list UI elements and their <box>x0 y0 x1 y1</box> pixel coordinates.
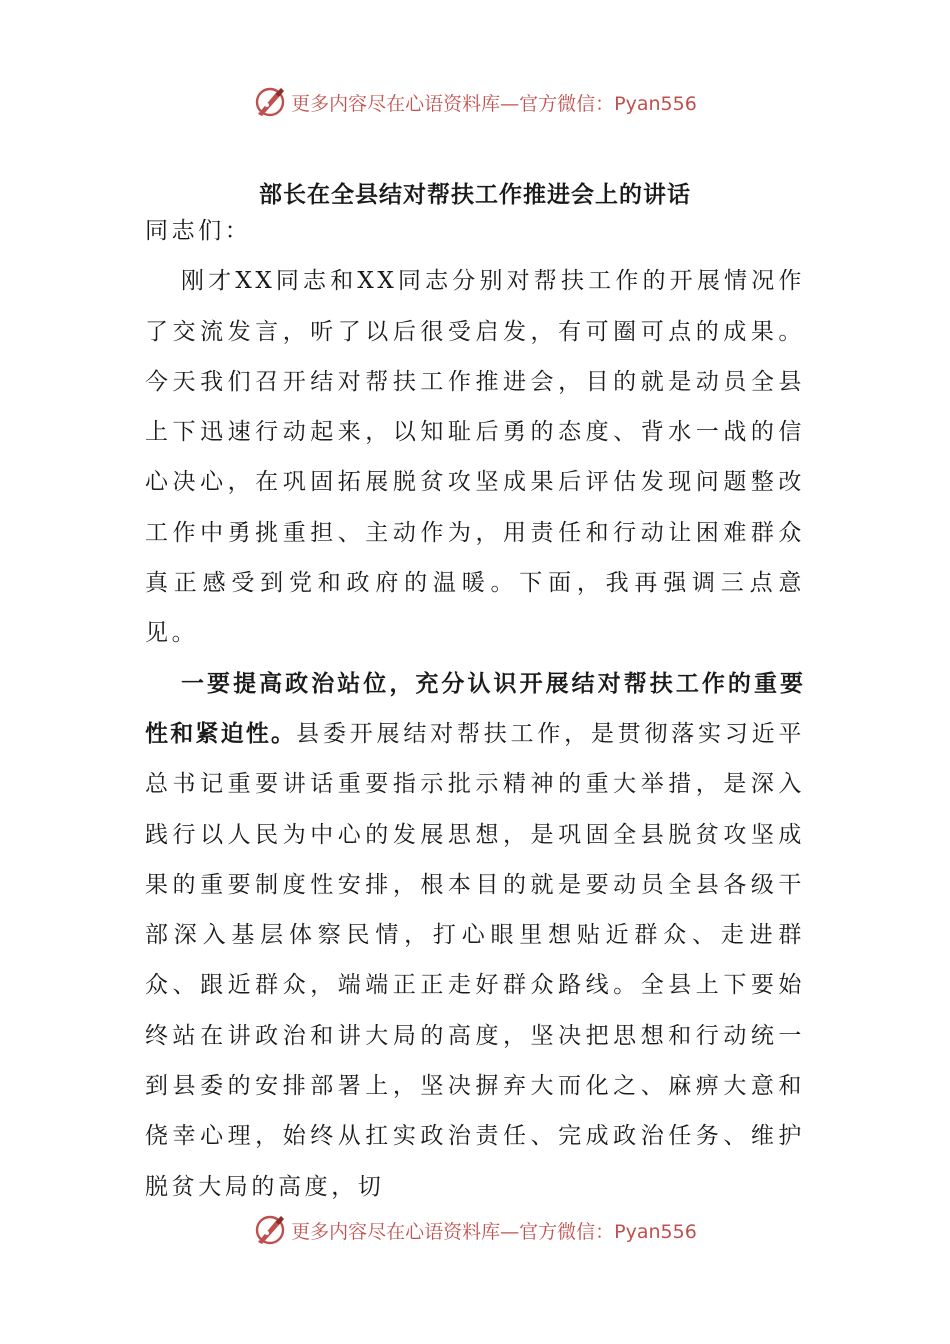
document-title: 部长在全县结对帮扶工作推进会上的讲话 <box>259 181 691 208</box>
paragraph-1 <box>145 256 805 658</box>
paragraph-1-text: 刚才XX同志和XX同志分别对帮扶工作的开展情况作了交流发言，听了以后很受启发，有可圈可点的成果。今天我们召开结对帮扶工作推进会，目的就是动员全县上下迅速行动起来，以知耻后勇的态度、背水一战的信心决心，在巩固拓展脱贫攻坚成果后评估发现问题整改工作中勇挑重担、主动作为，用责任和行动让困难群众真正感受到党和政府的温暖。下面，我再强调三点意见。 <box>145 268 805 647</box>
salutation: 同志们： <box>145 218 252 244</box>
footer-banner <box>0 1210 950 1250</box>
pen-nib-logo-icon <box>253 85 287 119</box>
document-body <box>145 206 805 1212</box>
banner-wechat-handle: Pyan556 <box>614 1220 697 1243</box>
banner-text: 更多内容尽在心语资料库—官方微信： <box>291 92 615 115</box>
paragraph-2-text: 县委开展结对帮扶工作，是贯彻落实习近平总书记重要讲话重要指示批示精神的重大举措，是深入践行以人民为中心的发展思想，是巩固全县脱贫攻坚成果的重要制度性安排，根本目的就是要动员全县各级干部深入基层体察民情，打心眼里想贴近群众、走进群众、跟近群众，端端正正走好群众路线。全县上下要始终站在讲政治和讲大局的高度，坚决把思想和行动统一到县委的安排部署上，坚决摒弃大而化之、麻痹大意和侥幸心理，始终从扛实政治责任、完成政治任务、维护脱贫大局的高度，切 <box>145 720 806 1200</box>
paragraph-2 <box>145 659 805 1212</box>
header-banner <box>0 82 950 122</box>
banner-text: 更多内容尽在心语资料库—官方微信： <box>291 1220 615 1243</box>
pen-nib-logo-icon <box>253 1213 287 1247</box>
paragraph-2-lead: 一要提高政治站位，充分认识开展结对帮扶工作的重要性和紧迫性。 <box>145 669 805 747</box>
banner-wechat-handle: Pyan556 <box>614 92 697 115</box>
